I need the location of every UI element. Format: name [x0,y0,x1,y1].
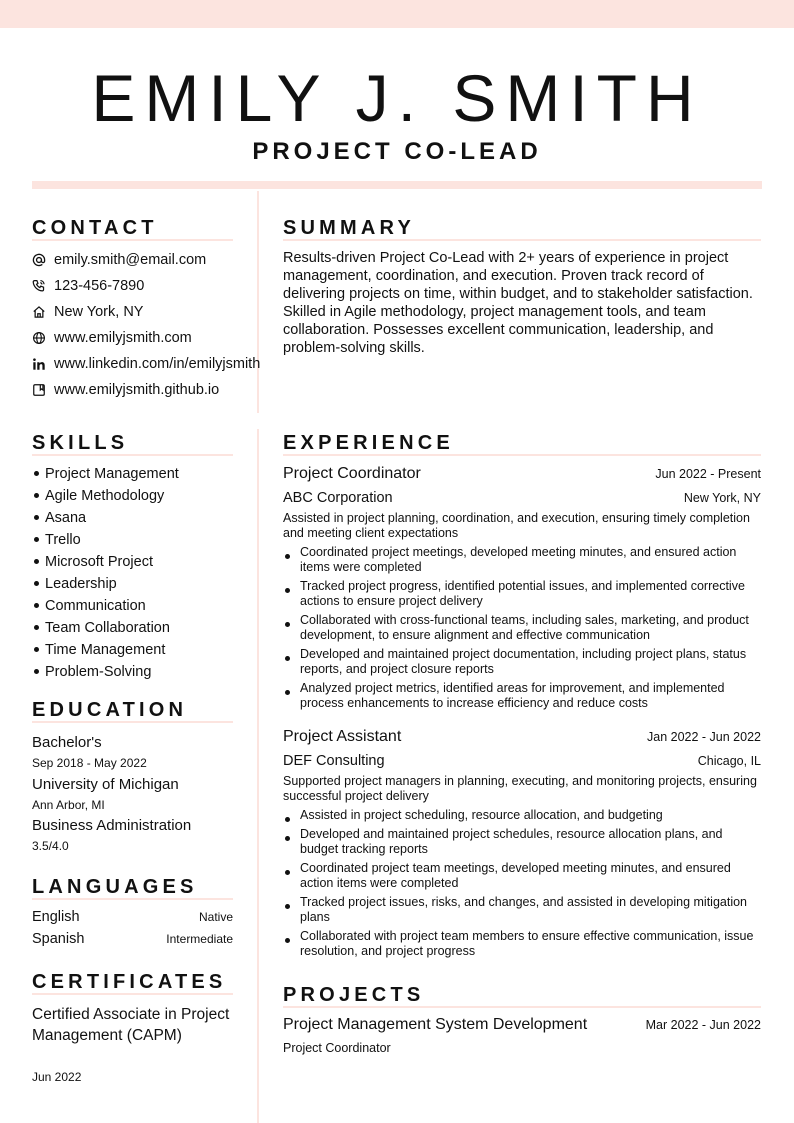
skills-heading-rule [32,454,233,456]
experience-heading-rule [283,454,761,456]
top-accent-band [0,0,794,28]
contact-phone[interactable] [32,273,282,299]
education-heading: EDUCATION [32,699,188,721]
job-title: Project Coordinator [283,465,421,482]
contact-github[interactable] [32,377,282,403]
certificates-heading-rule [32,993,233,995]
contact-website[interactable] [32,325,282,351]
job-header [283,465,761,483]
education-location: Ann Arbor, MI [32,798,105,812]
certificates-heading: CERTIFICATES [32,971,227,993]
linkedin-icon [32,357,46,371]
education-field: Business Administration [32,817,192,834]
job-company-row [283,753,761,769]
contact-linkedin-text: www.linkedin.com/in/emilyjsmith [54,356,261,372]
certificate-date: Jun 2022 [32,1070,82,1084]
list-item: Asana [32,507,242,529]
contact-heading: CONTACT [32,217,158,239]
education-gpa: 3.5/4.0 [32,839,69,853]
job-description: Supported project managers in planning, executing, and monitoring projects, ensuring successful project delivery [283,774,757,803]
contact-phone-text: 123-456-7890 [54,278,145,294]
list-item: Project Management [32,463,242,485]
globe-icon [32,331,46,345]
job-dates: Jun 2022 - Present [655,467,761,481]
list-item: Communication [32,595,242,617]
list-item: Tracked project issues, risks, and changes, and assisted in developing mitigation plans [283,895,761,925]
list-item: Problem-Solving [32,661,242,683]
experience-heading: EXPERIENCE [283,432,454,454]
language-row [32,931,233,947]
education-heading-rule [32,721,233,723]
language-level: Native [198,910,233,924]
education-dates: Sep 2018 - May 2022 [32,756,147,770]
list-item: Analyzed project metrics, identified areas for improvement, and implemented process enhancements to increase efficiency and reduce costs [283,681,761,711]
list-item: Coordinated project team meetings, developed meeting minutes, and ensured action items were completed [283,861,761,891]
job-bullets [283,808,761,963]
list-item: Leadership [32,573,242,595]
job-company: DEF Consulting [283,753,385,769]
phone-icon [32,279,46,293]
summary-heading-rule [283,239,761,241]
contact-email[interactable] [32,247,282,273]
language-level: Intermediate [166,932,233,946]
list-item: Agile Methodology [32,485,242,507]
project-name: Project Management System Development [283,1016,588,1033]
home-icon [32,305,46,319]
list-item: Trello [32,529,242,551]
list-item: Tracked project progress, identified potential issues, and implemented corrective actions to ensure project delivery [283,579,761,609]
list-item: Team Collaboration [32,617,242,639]
contact-github-text: www.emilyjsmith.github.io [54,382,220,398]
contact-location [32,299,282,325]
project-dates: Mar 2022 - Jun 2022 [645,1018,761,1032]
contact-email-text: emily.smith@email.com [54,252,207,268]
certificate-name: Certified Associate in Project Management (CAPM) [32,1006,230,1044]
summary-text: Results-driven Project Co-Lead with 2+ years of experience in project management, coordination, and execution. Proven track record of delivering projects on time, within budget, and to stakeholder satisfaction. Skilled in Agile methodology, project management tools, and team collaboration. Possesses excellent communication, leadership, and problem-solving skills. [283,250,753,356]
contact-heading-rule [32,239,233,241]
list-item: Microsoft Project [32,551,242,573]
contact-website-text: www.emilyjsmith.com [54,330,192,346]
list-item: Developed and maintained project documentation, including project plans, status reports, and project closure reports [283,647,761,677]
code-icon [32,383,46,397]
skills-heading: SKILLS [32,432,129,454]
job-company: ABC Corporation [283,490,393,506]
job-description: Assisted in project planning, coordination, and execution, ensuring timely completion and meeting client expectations [283,511,750,540]
job-title: Project Assistant [283,728,402,745]
job-dates: Jan 2022 - Jun 2022 [647,730,761,744]
list-item: Assisted in project scheduling, resource allocation, and budgeting [283,808,761,823]
contact-linkedin[interactable] [32,351,282,377]
column-divider-bottom [257,429,259,1123]
projects-heading-rule [283,1006,761,1008]
language-name: Spanish [32,931,85,947]
summary-heading: SUMMARY [283,217,415,239]
list-item: Developed and maintained project schedules, resource allocation plans, and budget tracking reports [283,827,761,857]
job-company-row [283,490,761,506]
languages-heading-rule [32,898,233,900]
list-item: Time Management [32,639,242,661]
job-header [283,728,761,746]
list-item: Collaborated with project team members to ensure effective communication, issue resolution, and project progress [283,929,761,959]
projects-heading: PROJECTS [283,984,425,1006]
at-icon [32,253,46,267]
project-role: Project Coordinator [283,1041,391,1055]
language-name: English [32,909,80,925]
job-location: Chicago, IL [697,754,761,768]
education-school: University of Michigan [32,776,179,793]
candidate-title: PROJECT CO-LEAD [252,138,542,165]
contact-list [32,247,282,403]
language-row [32,909,233,925]
education-degree: Bachelor's [32,734,102,751]
candidate-name: EMILY J. SMITH [91,61,703,135]
job-location: New York, NY [683,491,761,505]
list-item: Coordinated project meetings, developed meeting minutes, and ensured action items were completed [283,545,761,575]
project-header [283,1016,761,1034]
job-bullets [283,545,761,715]
contact-location-text: New York, NY [54,304,144,320]
list-item: Collaborated with cross-functional teams, including sales, marketing, and product development, to ensure alignment and effective communication [283,613,761,643]
skills-list [32,463,242,683]
header-divider [32,181,762,189]
languages-heading: LANGUAGES [32,876,198,898]
